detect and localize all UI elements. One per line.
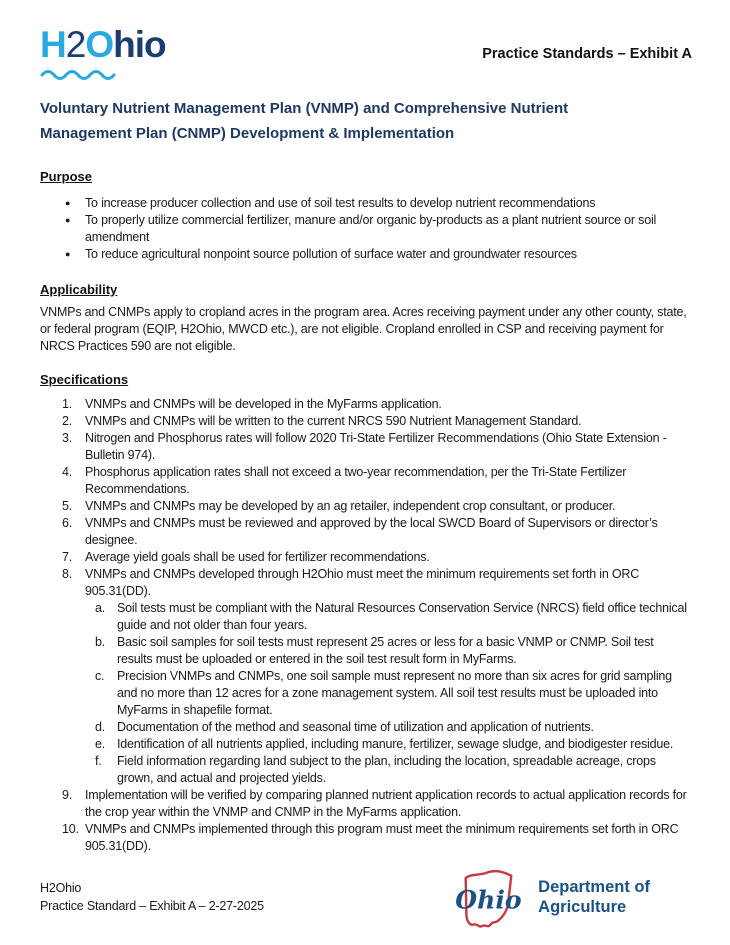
page-title [40, 96, 692, 146]
spec-item-number: 10. [62, 822, 79, 836]
spec-item-text: VNMPs and CNMPs must be reviewed and approved by the local SWCD Board of Supervisors or director’s designee. [85, 516, 658, 547]
spec-item-number: 6. [62, 516, 73, 530]
bullet-text: To properly utilize commercial fertilizer, manure and/or organic by-products as a plant nutrient source or soil amendment [85, 213, 657, 244]
specifications-heading: Specifications [40, 372, 129, 387]
spec-subitem-text: Identification of all nutrients applied, including manure, fertilizer, sewage sludge, and biodigester residue. [117, 737, 674, 751]
exhibit-label: Practice Standards – Exhibit A [482, 46, 692, 62]
wave-icon [40, 66, 124, 80]
spec-item-2 [62, 413, 692, 430]
footer-line-1: H2Ohio [40, 881, 82, 895]
bullet-item [40, 212, 692, 246]
spec-item-5 [62, 498, 692, 515]
spec-item-1 [62, 396, 692, 413]
spec-item-text: VNMPs and CNMPs will be developed in the MyFarms application. [85, 397, 442, 411]
spec-item-text: Nitrogen and Phosphorus rates will follow 2020 Tri-State Fertilizer Recommendations (Ohio State Extension - Bulletin 974). [85, 431, 667, 462]
footer [40, 855, 692, 945]
logo-letter-h: H [40, 24, 66, 65]
bullet-icon: ● [65, 215, 71, 225]
bullet-text: To increase producer collection and use of soil test results to develop nutrient recommendations [85, 196, 596, 210]
spec-subitem-text: Precision VNMPs and CNMPs, one soil sample must represent no more than six acres for grid sampling and no more than 12 acres for a zone management system. All soil test results must be uploaded into MyFarms in shapefile format. [117, 669, 672, 717]
spec-subitem-letter: e. [95, 737, 106, 751]
spec-item-text: Average yield goals shall be used for fertilizer recommendations. [85, 550, 430, 564]
spec-item-9 [62, 787, 692, 821]
oda-dept-line-1: Department of [538, 878, 650, 896]
logo-letter-o: O [85, 24, 114, 65]
spec-item-7 [62, 549, 692, 566]
footer-text [40, 879, 264, 915]
spec-subitem-b [95, 634, 692, 668]
bullet-icon: ● [65, 249, 71, 259]
spec-item-text: VNMPs and CNMPs will be written to the current NRCS 590 Nutrient Management Standard. [85, 414, 582, 428]
spec-item-number: 1. [62, 397, 73, 411]
spec-item-text: Implementation will be verified by comparing planned nutrient application records to actual application records for the crop year within the VNMP and CNMP in the MyFarms application. [85, 788, 687, 819]
bullet-icon: ● [65, 198, 71, 208]
spec-item-10 [62, 821, 692, 855]
ohio-state-outline-icon [452, 855, 528, 939]
spec-item-text: VNMPs and CNMPs developed through H2Ohio must meet the minimum requirements set forth in ORC 905.31(DD). [85, 567, 640, 598]
bullet-item [40, 195, 692, 212]
spec-subitem-text: Basic soil samples for soil tests must represent 25 acres or less for a basic VNMP or CNMP. Soil test results must be uploaded or entered in the soil test result form in MyFarms. [117, 635, 654, 666]
spec-item-number: 3. [62, 431, 73, 445]
spec-subitem-text: Soil tests must be compliant with the Natural Resources Conservation Service (NRCS) field office technical guide and not older than four years. [117, 601, 687, 632]
spec-subitem-letter: f. [95, 754, 102, 768]
bullet-text: To reduce agricultural nonpoint source pollution of surface water and groundwater resources [85, 247, 577, 261]
spec-item-8 [62, 566, 692, 600]
logo-letters-hio: hio [113, 24, 166, 65]
purpose-bullet-list [40, 195, 692, 263]
page-title-line-2: Management Plan (CNMP) Development & Implementation [40, 125, 455, 142]
applicability-paragraph: VNMPs and CNMPs apply to cropland acres in the program area. Acres receiving payment under any other county, state, or federal program (EQIP, H2Ohio, MWCD etc.), are not eligible. Cropland enrolled in CSP and receiving payment for NRCS Practices 590 are not eligible. [40, 305, 687, 353]
h2ohio-logo [40, 26, 166, 80]
oda-logo [452, 855, 650, 939]
logo-digit-2: 2 [65, 24, 86, 65]
h2ohio-logo-text [40, 26, 166, 63]
purpose-heading: Purpose [40, 169, 93, 184]
spec-item-text: VNMPs and CNMPs may be developed by an ag retailer, independent crop consultant, or producer. [85, 499, 616, 513]
spec-item-4 [62, 464, 692, 498]
spec-subitem-d [95, 719, 692, 736]
spec-item-number: 9. [62, 788, 73, 802]
spec-subitem-letter: a. [95, 601, 106, 615]
spec-item-3 [62, 430, 692, 464]
header [40, 26, 692, 80]
spec-item-6 [62, 515, 692, 549]
spec-item-text: Phosphorus application rates shall not exceed a two-year recommendation, per the Tri-State Fertilizer Recommendations. [85, 465, 627, 496]
spec-item-number: 8. [62, 567, 73, 581]
oda-dept-line-2: Agriculture [538, 898, 627, 916]
spec-item-number: 7. [62, 550, 73, 564]
spec-subitem-f [95, 753, 692, 787]
page-title-line-1: Voluntary Nutrient Management Plan (VNMP) and Comprehensive Nutrient [40, 100, 569, 117]
spec-item-number: 4. [62, 465, 73, 479]
spec-subitem-text: Documentation of the method and seasonal time of utilization and application of nutrients. [117, 720, 594, 734]
applicability-heading: Applicability [40, 282, 118, 297]
spec-item-number: 5. [62, 499, 73, 513]
ohio-script-text: Ohio [455, 884, 522, 915]
specifications-list [40, 396, 692, 855]
spec-subitem-letter: b. [95, 635, 106, 649]
spec-subitem-c [95, 668, 692, 719]
spec-item-text: VNMPs and CNMPs implemented through this program must meet the minimum requirements set forth in ORC 905.31(DD). [85, 822, 679, 853]
spec-subitem-e [95, 736, 692, 753]
footer-line-2: Practice Standard – Exhibit A – 2-27-2025 [40, 899, 264, 913]
spec-subitem-a [95, 600, 692, 634]
bullet-item [40, 246, 692, 263]
spec-subitem-text: Field information regarding land subject to the plan, including the location, spreadable acreage, crops grown, and actual and projected yields. [117, 754, 656, 785]
oda-department-text [538, 877, 650, 917]
spec-subitem-letter: d. [95, 720, 106, 734]
spec-item-number: 2. [62, 414, 73, 428]
spec-subitem-letter: c. [95, 669, 105, 683]
